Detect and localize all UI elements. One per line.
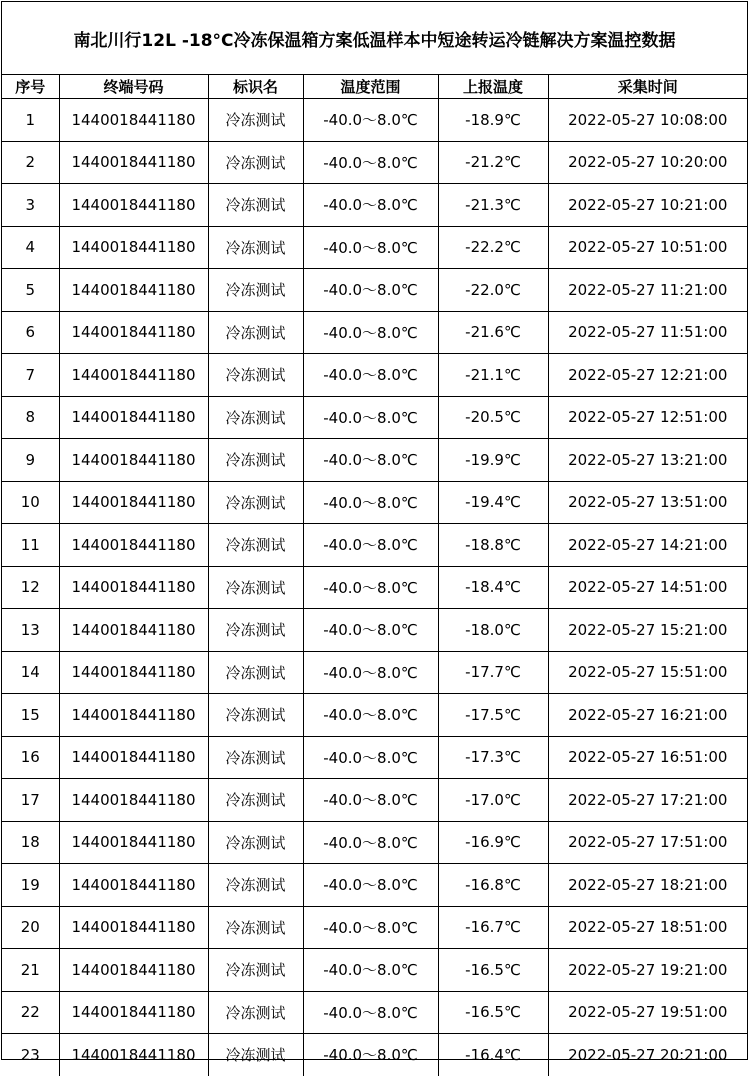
cell-temperature-range: -40.0～8.0℃ [303,226,438,269]
cell-index: 6 [2,311,59,354]
cell-temperature-range: -40.0～8.0℃ [303,311,438,354]
table-row [2,991,747,1034]
cell-label-name: 冷冻测试 [208,566,303,609]
table-row [2,609,747,652]
cell-reported-temperature: -16.5℃ [438,991,548,1034]
cell-index: 1 [2,99,59,142]
cell-index: 22 [2,991,59,1034]
cell-reported-temperature: -22.2℃ [438,226,548,269]
cell-collection-time: 2022-05-27 15:51:00 [548,651,747,694]
cell-collection-time: 2022-05-27 12:21:00 [548,354,747,397]
cell-index: 8 [2,396,59,439]
cell-terminal-number: 1440018441180 [59,99,208,142]
cell-index: 12 [2,566,59,609]
cell-label-name: 冷冻测试 [208,524,303,567]
cell-collection-time: 2022-05-27 13:51:00 [548,481,747,524]
cell-terminal-number: 1440018441180 [59,609,208,652]
cell-terminal-number: 1440018441180 [59,779,208,822]
cell-temperature-range: -40.0～8.0℃ [303,821,438,864]
cell-temperature-range: -40.0～8.0℃ [303,864,438,907]
cell-label-name: 冷冻测试 [208,269,303,312]
cell-index: 19 [2,864,59,907]
cell-terminal-number: 1440018441180 [59,184,208,227]
cell-label-name: 冷冻测试 [208,821,303,864]
cell-index: 5 [2,269,59,312]
cell-temperature-range: -40.0～8.0℃ [303,566,438,609]
cell-collection-time: 2022-05-27 14:21:00 [548,524,747,567]
cell-label-name: 冷冻测试 [208,226,303,269]
cell-temperature-range: -40.0～8.0℃ [303,184,438,227]
cell-terminal-number: 1440018441180 [59,524,208,567]
cell-collection-time: 2022-05-27 18:51:00 [548,906,747,949]
table-row [2,524,747,567]
cell-reported-temperature: -18.4℃ [438,566,548,609]
table-row [2,141,747,184]
cell-collection-time: 2022-05-27 10:51:00 [548,226,747,269]
cell-terminal-number: 1440018441180 [59,949,208,992]
temperature-table [2,75,747,1076]
cell-reported-temperature: -19.9℃ [438,439,548,482]
cell-reported-temperature: -16.7℃ [438,906,548,949]
cell-label-name: 冷冻测试 [208,439,303,482]
cell-label-name: 冷冻测试 [208,311,303,354]
table-header-row [2,75,747,99]
cell-label-name: 冷冻测试 [208,481,303,524]
cell-index: 3 [2,184,59,227]
table-row [2,949,747,992]
table-row [2,184,747,227]
table-row [2,311,747,354]
table-row [2,354,747,397]
sheet-title: 南北川行12L -18°C冷冻保温箱方案低温样本中短途转运冷链解决方案温控数据 [2,2,747,75]
cell-label-name: 冷冻测试 [208,141,303,184]
cell-label-name: 冷冻测试 [208,1034,303,1076]
header-index: 序号 [2,75,59,99]
cell-reported-temperature: -22.0℃ [438,269,548,312]
table-row [2,269,747,312]
header-temperature-range: 温度范围 [303,75,438,99]
cell-index: 14 [2,651,59,694]
cell-reported-temperature: -17.7℃ [438,651,548,694]
cell-terminal-number: 1440018441180 [59,906,208,949]
cell-index: 11 [2,524,59,567]
header-reported-temperature: 上报温度 [438,75,548,99]
table-row [2,1034,747,1076]
cell-collection-time: 2022-05-27 20:21:00 [548,1034,747,1076]
cell-index: 7 [2,354,59,397]
cell-reported-temperature: -17.5℃ [438,694,548,737]
cell-reported-temperature: -18.8℃ [438,524,548,567]
cell-reported-temperature: -21.3℃ [438,184,548,227]
cell-temperature-range: -40.0～8.0℃ [303,991,438,1034]
cell-terminal-number: 1440018441180 [59,736,208,779]
table-row [2,396,747,439]
cell-terminal-number: 1440018441180 [59,821,208,864]
table-row [2,226,747,269]
header-label-name: 标识名 [208,75,303,99]
cell-terminal-number: 1440018441180 [59,141,208,184]
cell-terminal-number: 1440018441180 [59,311,208,354]
cell-terminal-number: 1440018441180 [59,1034,208,1076]
cell-collection-time: 2022-05-27 16:21:00 [548,694,747,737]
cell-index: 17 [2,779,59,822]
cell-temperature-range: -40.0～8.0℃ [303,609,438,652]
cell-reported-temperature: -17.0℃ [438,779,548,822]
cell-collection-time: 2022-05-27 17:21:00 [548,779,747,822]
cell-temperature-range: -40.0～8.0℃ [303,651,438,694]
cell-collection-time: 2022-05-27 11:21:00 [548,269,747,312]
cell-temperature-range: -40.0～8.0℃ [303,736,438,779]
cell-index: 16 [2,736,59,779]
data-sheet [1,1,748,1065]
header-terminal-number: 终端号码 [59,75,208,99]
table-row [2,736,747,779]
cell-terminal-number: 1440018441180 [59,354,208,397]
cell-collection-time: 2022-05-27 19:21:00 [548,949,747,992]
table-body [2,99,747,1076]
table-row [2,779,747,822]
cell-label-name: 冷冻测试 [208,779,303,822]
cell-terminal-number: 1440018441180 [59,651,208,694]
cell-index: 4 [2,226,59,269]
cell-collection-time: 2022-05-27 11:51:00 [548,311,747,354]
table-row [2,821,747,864]
cell-collection-time: 2022-05-27 16:51:00 [548,736,747,779]
cell-index: 18 [2,821,59,864]
cell-terminal-number: 1440018441180 [59,991,208,1034]
cell-temperature-range: -40.0～8.0℃ [303,141,438,184]
cell-index: 15 [2,694,59,737]
cell-terminal-number: 1440018441180 [59,439,208,482]
cell-temperature-range: -40.0～8.0℃ [303,396,438,439]
cell-temperature-range: -40.0～8.0℃ [303,1034,438,1076]
table-row [2,481,747,524]
cell-temperature-range: -40.0～8.0℃ [303,949,438,992]
cell-terminal-number: 1440018441180 [59,694,208,737]
cell-collection-time: 2022-05-27 18:21:00 [548,864,747,907]
cell-label-name: 冷冻测试 [208,864,303,907]
cell-label-name: 冷冻测试 [208,694,303,737]
cell-collection-time: 2022-05-27 15:21:00 [548,609,747,652]
cell-temperature-range: -40.0～8.0℃ [303,269,438,312]
table-row [2,566,747,609]
cell-label-name: 冷冻测试 [208,906,303,949]
cell-index: 23 [2,1034,59,1076]
cell-index: 2 [2,141,59,184]
cell-temperature-range: -40.0～8.0℃ [303,524,438,567]
table-row [2,906,747,949]
cell-terminal-number: 1440018441180 [59,396,208,439]
cell-collection-time: 2022-05-27 10:20:00 [548,141,747,184]
cell-index: 21 [2,949,59,992]
table-row [2,694,747,737]
cell-reported-temperature: -21.2℃ [438,141,548,184]
cell-temperature-range: -40.0～8.0℃ [303,906,438,949]
cell-collection-time: 2022-05-27 17:51:00 [548,821,747,864]
cell-reported-temperature: -16.8℃ [438,864,548,907]
cell-terminal-number: 1440018441180 [59,269,208,312]
cell-terminal-number: 1440018441180 [59,481,208,524]
table-row [2,864,747,907]
cell-temperature-range: -40.0～8.0℃ [303,99,438,142]
cell-index: 13 [2,609,59,652]
cell-collection-time: 2022-05-27 13:21:00 [548,439,747,482]
cell-collection-time: 2022-05-27 14:51:00 [548,566,747,609]
cell-temperature-range: -40.0～8.0℃ [303,354,438,397]
cell-terminal-number: 1440018441180 [59,226,208,269]
cell-reported-temperature: -18.9℃ [438,99,548,142]
cell-temperature-range: -40.0～8.0℃ [303,439,438,482]
cell-terminal-number: 1440018441180 [59,566,208,609]
table-row [2,99,747,142]
cell-collection-time: 2022-05-27 10:21:00 [548,184,747,227]
cell-index: 9 [2,439,59,482]
cell-reported-temperature: -20.5℃ [438,396,548,439]
cell-index: 20 [2,906,59,949]
cell-label-name: 冷冻测试 [208,184,303,227]
cell-label-name: 冷冻测试 [208,651,303,694]
table-row [2,651,747,694]
cell-index: 10 [2,481,59,524]
cell-label-name: 冷冻测试 [208,354,303,397]
table-row [2,439,747,482]
cell-reported-temperature: -17.3℃ [438,736,548,779]
cell-label-name: 冷冻测试 [208,99,303,142]
cell-collection-time: 2022-05-27 12:51:00 [548,396,747,439]
cell-reported-temperature: -21.1℃ [438,354,548,397]
cell-collection-time: 2022-05-27 19:51:00 [548,991,747,1034]
cell-collection-time: 2022-05-27 10:08:00 [548,99,747,142]
cell-label-name: 冷冻测试 [208,949,303,992]
cell-label-name: 冷冻测试 [208,991,303,1034]
cell-label-name: 冷冻测试 [208,396,303,439]
cell-reported-temperature: -18.0℃ [438,609,548,652]
header-collection-time: 采集时间 [548,75,747,99]
cell-label-name: 冷冻测试 [208,736,303,779]
cell-temperature-range: -40.0～8.0℃ [303,694,438,737]
cell-reported-temperature: -19.4℃ [438,481,548,524]
cell-terminal-number: 1440018441180 [59,864,208,907]
cell-label-name: 冷冻测试 [208,609,303,652]
cell-temperature-range: -40.0～8.0℃ [303,481,438,524]
cell-reported-temperature: -16.9℃ [438,821,548,864]
cell-reported-temperature: -16.4℃ [438,1034,548,1076]
cell-reported-temperature: -21.6℃ [438,311,548,354]
cell-reported-temperature: -16.5℃ [438,949,548,992]
cell-temperature-range: -40.0～8.0℃ [303,779,438,822]
